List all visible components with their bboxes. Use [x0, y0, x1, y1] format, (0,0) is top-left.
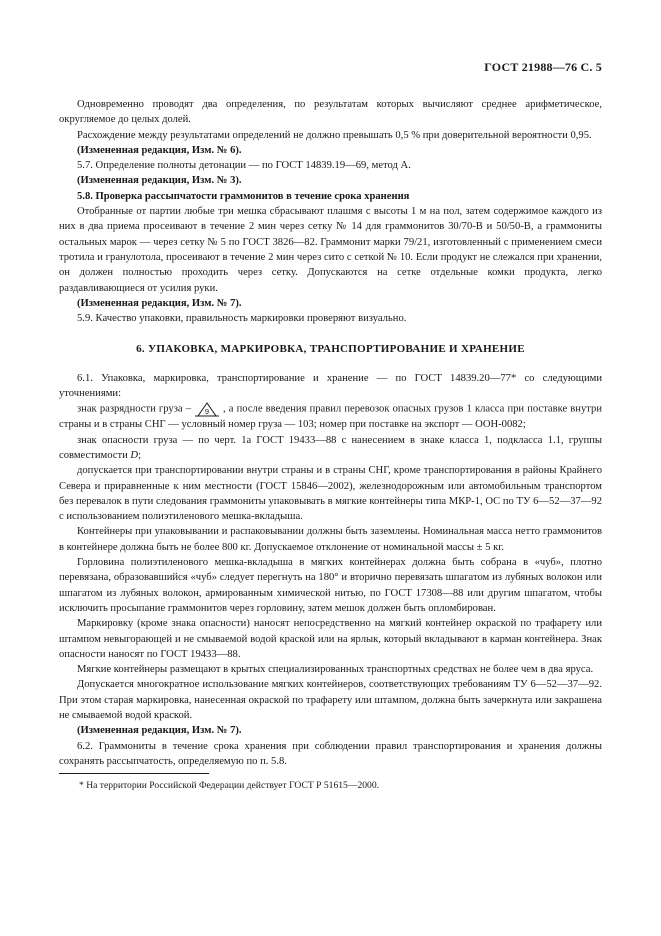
paragraph: Контейнеры при упаковывании и распаковывании должны быть заземлены. Номинальная масса нетто граммонитов в контейнере должна быть не более 800 кг. Допускаемое отклонение от номинальной массы ± 5 кг.: [59, 526, 602, 553]
paragraph: Маркировку (кроме знака опасности) наносят непосредственно на мягкий контейнер окраской по трафарету или штампом невыгорающей и не смываемой водой краской или на ярлык, который вкладывают в карман контейнера. Знак опасности наносят по ГОСТ 19433—88.: [59, 618, 602, 660]
amendment-note: (Измененная редакция, Изм. № 7).: [77, 297, 242, 309]
clause-5-8-heading: 5.8. Проверка рассыпчатости граммонитов в течение срока хранения: [77, 190, 410, 202]
paragraph-hazard-sign: [59, 433, 602, 464]
paragraph: допускается при транспортировании внутри страны и в страны СНГ, кроме транспортирования в районы Крайнего Севера и приравненные к ним местности (ГОСТ 15846—2002), железнодорожным или автомобильным транспортом без перевалок в пути следования граммониты упаковывать в мягкие контейнеры типа МКР-1, ОС по ТУ 6—52—37—92 с использованием полиэтиленового мешка-вкладыша.: [59, 465, 602, 523]
amendment-note: (Измененная редакция, Изм. № 3).: [77, 175, 242, 187]
paragraph: Отобранные от партии любые три мешка сбрасывают плашмя с высоты 1 м на пол, затем содержимое каждого из них в два приема просеивают в течение 2 мин через сетку № 14 для граммонитов 30/70-В и 50/50-В, а граммониты остальных марок — через сетку № 5 по ГОСТ 3826—82. Граммонит марки 79/21, изготовленный с применением смеси тротила и гранулотола, просеивают в течение 2 мин через сито с сеткой № 10. Если продукт не слежался при хранении, он должен полностью проходить через сетку. Допускаются на сетке отдельные комки продукта, легко раздавливающиеся от усилия руки.: [59, 206, 602, 294]
amendment-note: (Измененная редакция, Изм. № 6).: [77, 144, 242, 156]
clause-5-7: 5.7. Определение полноты детонации — по ГОСТ 14839.19—69, метод А.: [77, 160, 411, 172]
paragraph: Мягкие контейнеры размещают в крытых специализированных транспортных средствах не более чем в два яруса.: [77, 664, 594, 676]
compatibility-group: D: [130, 449, 139, 461]
footnote: * На территории Российской Федерации действует ГОСТ Р 51615—2000.: [79, 780, 380, 792]
hazard-sign-number: 9: [204, 407, 210, 417]
paragraph: Допускается многократное использование мягких контейнеров, соответствующих требованиям ТУ 6—52—37—92. При этом старая маркировка, нанесенная окраской по трафарету или штампом, должна быть зачеркнута или закрашена не смываемой водой краской.: [59, 679, 602, 721]
paragraph-hazard-class: [59, 401, 602, 432]
clause-6-2: 6.2. Граммониты в течение срока хранения при соблюдении правил транспортирования и хранения должны сохранять рассыпчатость, определяемую по п. 5.8.: [59, 740, 602, 767]
paragraph: Горловина полиэтиленового мешка-вкладыша в мягких контейнерах должна быть собрана в «чуб», плотно перевязана, образовавшийся «чуб» следует перегнуть на 180° и вторично перевязать шпагатом из лубяных волокон или шпагатом из лубяных волокон, армированным химической нитью, по ГОСТ 17308—88 или другим шпагатом, чтобы исключить просыпание граммонитов через горловину, затем мешок должен быть опломбирован.: [59, 557, 602, 614]
clause-6-1: 6.1. Упаковка, маркировка, транспортирование и хранение — по ГОСТ 14839.20—77* со следующими уточнениями:: [59, 372, 602, 400]
footnote-divider: [59, 773, 209, 774]
hazard-sign-icon: [194, 401, 220, 417]
text-span: знак опасности груза — по черт. 1а ГОСТ 19433—88 с нанесением в знаке класса 1, подкласса 1.1, группы совместимости: [59, 434, 602, 461]
document-body: [59, 97, 602, 792]
clause-5-9: 5.9. Качество упаковки, правильность маркировки проверяют визуально.: [77, 313, 407, 325]
text-span: ;: [138, 449, 142, 461]
section-title: 6. УПАКОВКА, МАРКИРОВКА, ТРАНСПОРТИРОВАНИЕ И ХРАНЕНИЕ: [136, 343, 525, 356]
page-header: ГОСТ 21988—76 С. 5: [484, 60, 602, 74]
amendment-note: (Измененная редакция, Изм. № 7).: [77, 725, 242, 737]
paragraph: Одновременно проводят два определения, по результатам которых вычисляют среднее арифметическое, округляемое до целых долей.: [59, 99, 602, 126]
text-span: знак разрядности груза –: [77, 403, 192, 415]
text-span: , а после введения правил перевозок опасных грузов 1 класса при поставке внутри страны и в страны СНГ — условный номер груза — 103; номер при поставке на экспорт — ООН-0082;: [59, 403, 602, 431]
paragraph: Расхождение между результатами определений не должно превышать 0,5 % при доверительной вероятности 0,95.: [77, 129, 592, 141]
